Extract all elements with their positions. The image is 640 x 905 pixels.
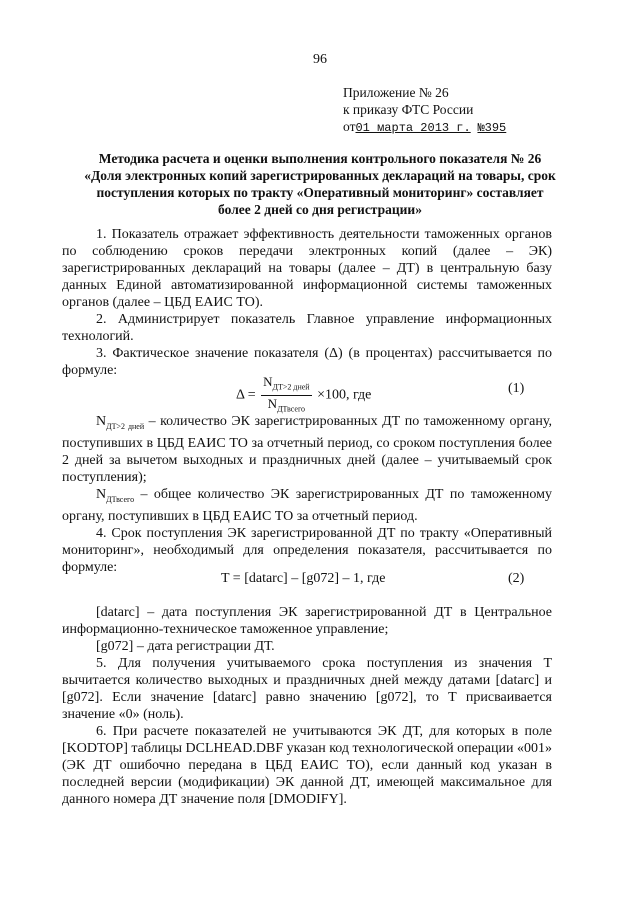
paragraph-9: 5. Для получения учитываемого срока поступления из значения Т вычитается количество выходных и праздничных дней между датами [datarc] и [g072]. Если значение [datarc] равно значению [g072], то Т присваивается значение «0» (ноль).	[62, 656, 552, 722]
title-line-4: более 2 дней со дня регистрации»	[218, 202, 422, 217]
paragraph-5: $N_{ДТвсего}$ – общее количество ЭК зарегистрированных ДТ по таможенному органу, поступивших в ЦБД ЕАИС ТО за отчетный период.	[62, 486, 552, 524]
paragraph-10: 6. При расчете показателей не учитываются ЭК ДТ, для которых в поле [KODTOP] таблицы DCLHEAD.DBF указан код технологической операции «001» (ЭК ДТ ошибочно передана в ЦБД ЕАИС ТО), если данный код указан в последней версии (модификации) ЭК данной ДТ, имеющей максимальное для данного номера ДТ значение поля [DMODIFY].	[62, 724, 552, 807]
formula-2: T = [datarc] – [g072] – 1, где	[221, 571, 386, 586]
formula-1-rhs: ×100, где	[317, 387, 372, 403]
appendix-block	[343, 84, 506, 137]
paragraph-2: 2. Администрирует показатель Главное управление информационных технологий.	[62, 312, 552, 344]
formula-1-number: (1)	[508, 381, 525, 396]
paragraph-3: 3. Фактическое значение показателя (Δ) (в процентах) рассчитывается по формуле:	[62, 346, 552, 378]
appendix-date: 01 марта 2013 г.	[355, 121, 471, 135]
body-section-2	[62, 413, 552, 576]
appendix-line-1: Приложение № 26	[343, 85, 449, 100]
formula-2-number: (2)	[508, 571, 525, 586]
paragraph-4: $N_{ДТ>2 дней}$ – количество ЭК зарегистрированных ДТ по таможенному органу, поступивших в ЦБД ЕАИС ТО за отчетный период, со сроком поступления более 2 дней за вычетом выходных и праздничных дней (далее – учитываемый срок поступления);	[62, 414, 552, 485]
formula-1-lhs: Δ =	[236, 387, 256, 403]
body-section-1	[62, 226, 552, 379]
appendix-prefix: от	[343, 119, 356, 134]
appendix-order-line	[343, 118, 506, 137]
body-section-3	[62, 604, 552, 808]
paragraph-8: [g072] – дата регистрации ДТ.	[96, 639, 275, 654]
document-title	[80, 150, 560, 218]
formula-1-fraction	[261, 374, 311, 416]
appendix-line-2: к приказу ФТС России	[343, 102, 474, 117]
title-line-1: Методика расчета и оценки выполнения контрольного показателя № 26	[98, 151, 542, 166]
page-number: 96	[313, 52, 327, 67]
formula-1-denominator: $N_{ДТвсего}$	[267, 395, 306, 414]
title-line-3: поступления которых по тракту «Оперативный мониторинг» составляет	[96, 185, 544, 200]
formula-1	[236, 374, 371, 416]
paragraph-7: [datarc] – дата поступления ЭК зарегистрированной ДТ в Центральное информационно-техническое таможенное управление;	[62, 605, 552, 637]
formula-1-numerator: $N_{ДТ>2 дней}$	[261, 374, 311, 396]
appendix-number: №395	[477, 121, 507, 135]
paragraph-1: 1. Показатель отражает эффективность деятельности таможенных органов по соблюдению сроков передачи электронных копий (далее – ЭК) зарегистрированных деклараций на товары (далее – ДТ) в центральную базу данных Единой автоматизированной информационной системы таможенных органов (далее – ЦБД ЕАИС ТО).	[62, 227, 552, 310]
paragraph-6: 4. Срок поступления ЭК зарегистрированной ДТ по тракту «Оперативный мониторинг», необходимый для определения показателя, рассчитывается по формуле:	[62, 525, 552, 575]
title-line-2: «Доля электронных копий зарегистрированных деклараций на товары, срок	[84, 168, 556, 183]
